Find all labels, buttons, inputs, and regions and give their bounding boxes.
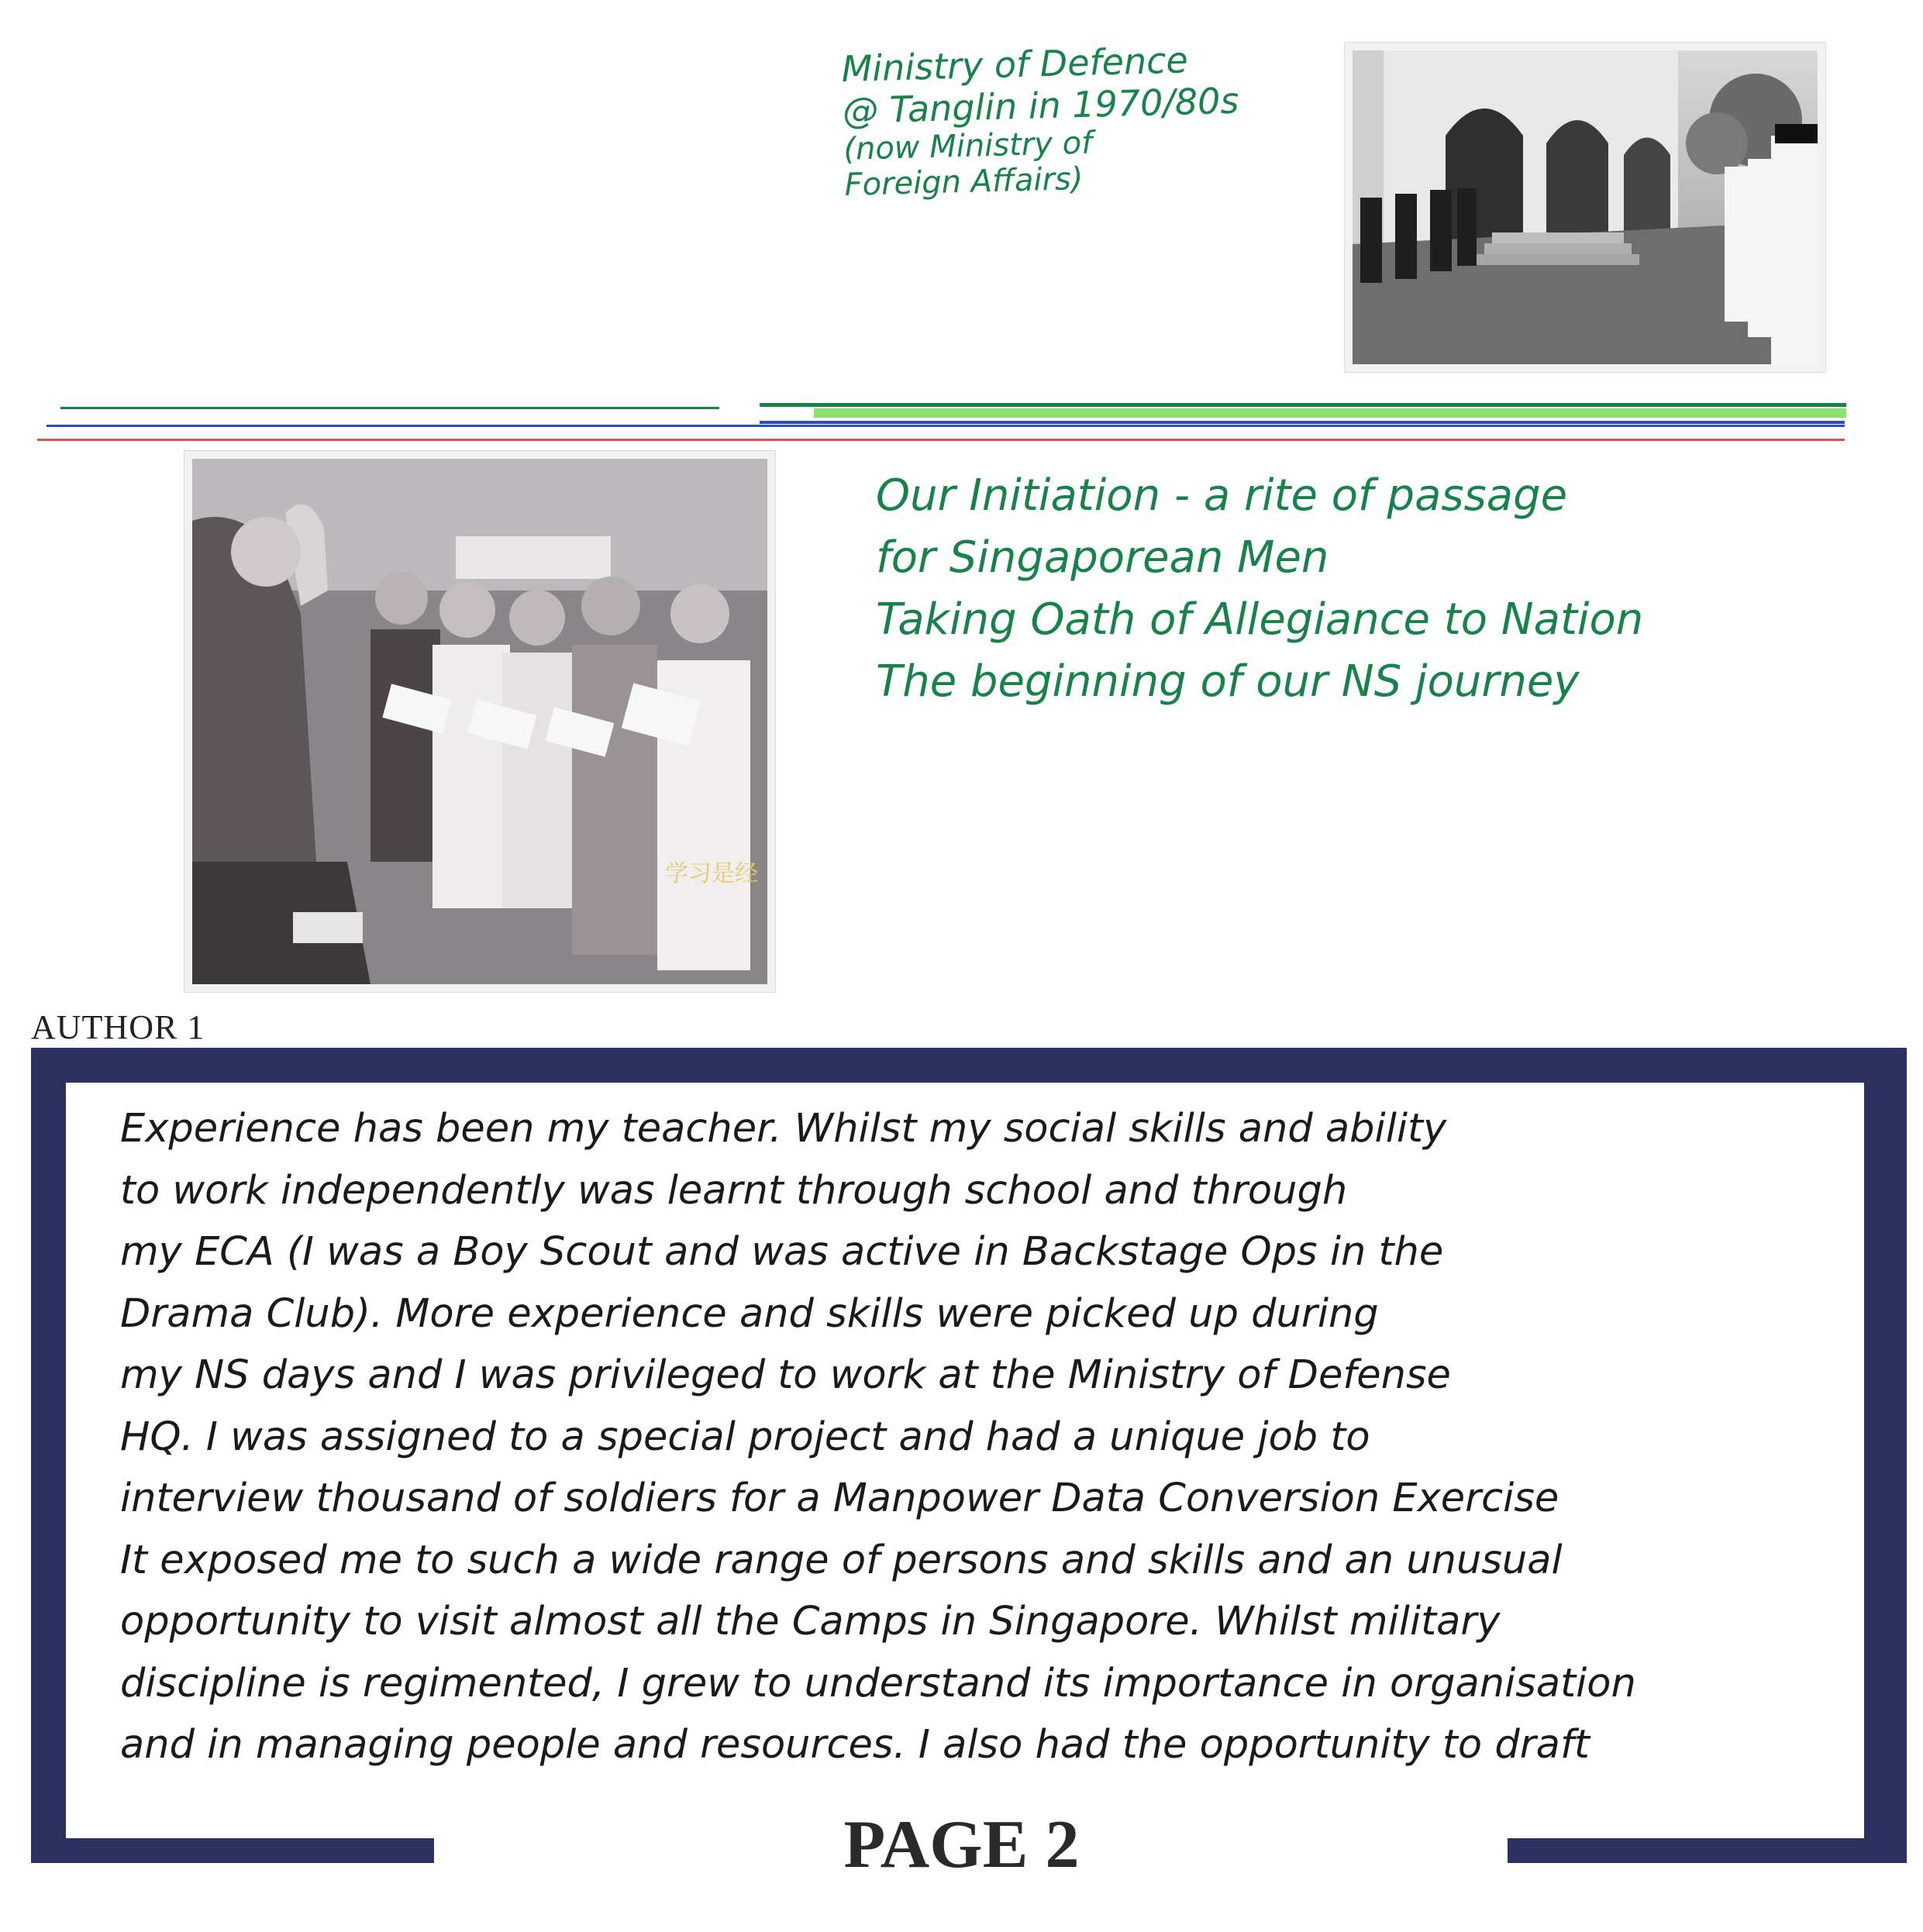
oath-caption	[876, 465, 1852, 713]
caption-line: Taking Oath of Allegiance to Nation	[876, 594, 1644, 645]
handwritten-story	[120, 1098, 1872, 1776]
story-panel	[66, 1083, 1864, 1838]
story-line: HQ. I was assigned to a special project and had a unique job to	[120, 1414, 1370, 1460]
divider-blue	[47, 425, 1845, 427]
caption-line: (now Ministry of	[843, 125, 1093, 167]
caption-line: for Singaporean Men	[876, 532, 1329, 583]
ministry-building-photo	[1345, 43, 1825, 372]
story-line: Drama Club). More experience and skills were picked up during	[120, 1290, 1379, 1337]
building-photo-image	[1353, 50, 1818, 364]
caption-line: Foreign Affairs)	[844, 160, 1084, 203]
oath-photo-image	[192, 459, 767, 984]
story-line: to work independently was learnt through school and through	[120, 1167, 1348, 1214]
oath-ceremony-photo	[184, 451, 775, 992]
caption-line: Ministry of Defence	[841, 39, 1189, 90]
divider-red	[37, 439, 1845, 441]
divider-green-right	[760, 403, 1846, 407]
page-number: PAGE 2	[843, 1807, 1080, 1882]
photo-watermark: 学习是经	[665, 860, 758, 887]
story-line: opportunity to visit almost all the Camps in Singapore. Whilst military	[120, 1599, 1501, 1644]
caption-line: Our Initiation - a rite of passage	[876, 470, 1568, 521]
story-line: and in managing people and resources. I also had the opportunity to draft	[120, 1722, 1590, 1768]
story-line: my ECA (I was a Boy Scout and was active in Backstage Ops in the	[120, 1229, 1444, 1275]
author-label: AUTHOR 1	[31, 1008, 205, 1046]
caption-line: The beginning of our NS journey	[876, 656, 1580, 707]
building-caption	[841, 36, 1310, 203]
story-line: discipline is regimented, I grew to understand its importance in organisation	[120, 1660, 1636, 1706]
story-line: interview thousand of soldiers for a Manpower Data Conversion Exercise	[120, 1476, 1559, 1521]
story-line: Experience has been my teacher. Whilst my social skills and ability	[120, 1106, 1447, 1152]
divider-blue-right	[760, 421, 1845, 424]
divider-green-left	[60, 407, 719, 409]
story-line: my NS days and I was privileged to work at the Ministry of Defense	[120, 1352, 1451, 1398]
caption-line: @ Tanglin in 1970/80s	[842, 79, 1240, 132]
divider-highlight	[814, 408, 1846, 418]
story-line: It exposed me to such a wide range of persons and skills and an unusual	[120, 1537, 1563, 1583]
